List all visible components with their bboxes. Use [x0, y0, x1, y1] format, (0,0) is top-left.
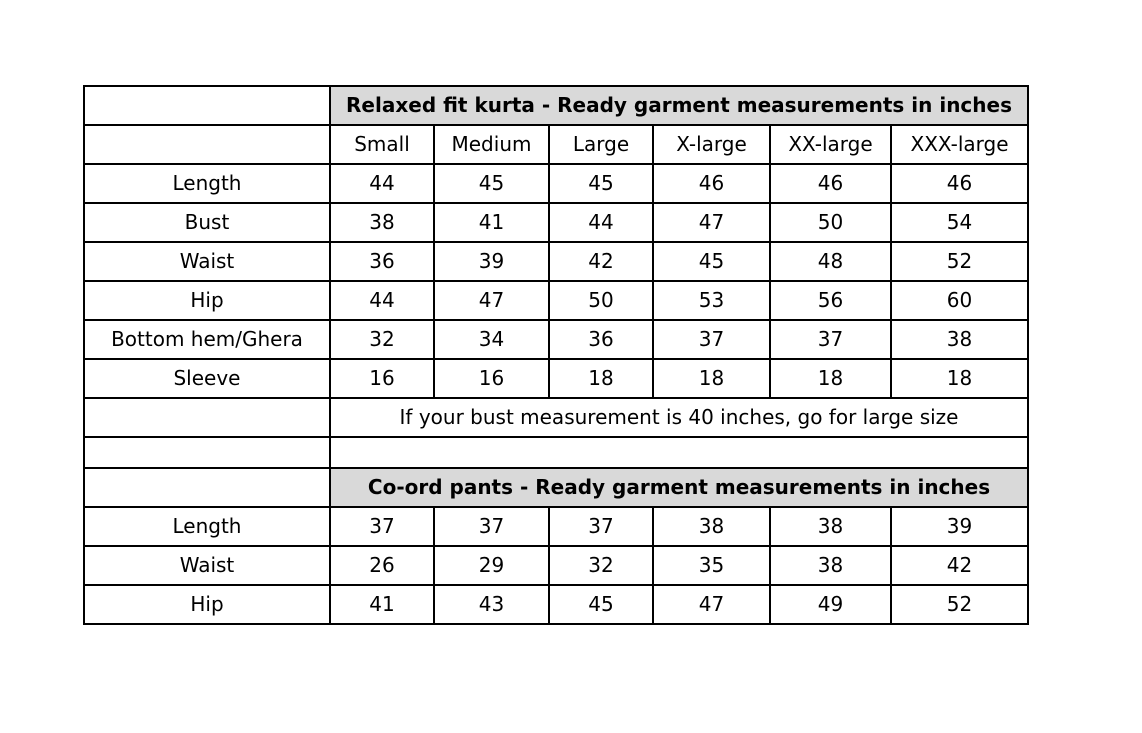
empty-pants-corner-cell [84, 468, 330, 507]
kurta-note-row [84, 398, 1028, 437]
kurta-section-title: Relaxed fit kurta - Ready garment measurements in inches [330, 86, 1028, 125]
cell-value: 35 [653, 546, 770, 585]
size-header-medium: Medium [434, 125, 549, 164]
cell-value: 53 [653, 281, 770, 320]
cell-value: 18 [653, 359, 770, 398]
cell-value: 47 [434, 281, 549, 320]
cell-value: 48 [770, 242, 891, 281]
cell-value: 38 [891, 320, 1028, 359]
table-row [84, 507, 1028, 546]
table-row [84, 546, 1028, 585]
bust-size-note: If your bust measurement is 40 inches, go for large size [330, 398, 1028, 437]
empty-corner-cell [84, 86, 330, 125]
cell-value: 38 [330, 203, 434, 242]
row-label-bottom-hem-ghera: Bottom hem/Ghera [84, 320, 330, 359]
cell-value: 16 [330, 359, 434, 398]
size-header-xx-large: XX-large [770, 125, 891, 164]
cell-value: 37 [330, 507, 434, 546]
cell-value: 45 [549, 164, 653, 203]
table-row [84, 359, 1028, 398]
cell-value: 46 [770, 164, 891, 203]
cell-value: 45 [653, 242, 770, 281]
row-label-pants-hip: Hip [84, 585, 330, 624]
cell-value: 52 [891, 242, 1028, 281]
row-label-sleeve: Sleeve [84, 359, 330, 398]
cell-value: 26 [330, 546, 434, 585]
table-row [84, 585, 1028, 624]
cell-value: 38 [653, 507, 770, 546]
cell-value: 44 [330, 164, 434, 203]
cell-value: 56 [770, 281, 891, 320]
cell-value: 45 [549, 585, 653, 624]
pants-section-title: Co-ord pants - Ready garment measurements in inches [330, 468, 1028, 507]
size-header-large: Large [549, 125, 653, 164]
size-header-x-large: X-large [653, 125, 770, 164]
table-row [84, 320, 1028, 359]
cell-value: 37 [770, 320, 891, 359]
cell-value: 37 [653, 320, 770, 359]
size-chart-sheet [83, 85, 1023, 625]
row-label-pants-length: Length [84, 507, 330, 546]
cell-value: 38 [770, 546, 891, 585]
cell-value: 49 [770, 585, 891, 624]
row-label-length: Length [84, 164, 330, 203]
table-row [84, 281, 1028, 320]
cell-value: 50 [770, 203, 891, 242]
cell-value: 47 [653, 585, 770, 624]
pants-title-row [84, 468, 1028, 507]
row-label-waist: Waist [84, 242, 330, 281]
kurta-header-row [84, 125, 1028, 164]
cell-value: 44 [549, 203, 653, 242]
table-row [84, 242, 1028, 281]
cell-value: 39 [434, 242, 549, 281]
row-label-pants-waist: Waist [84, 546, 330, 585]
kurta-title-row [84, 86, 1028, 125]
table-row [84, 164, 1028, 203]
cell-value: 39 [891, 507, 1028, 546]
cell-value: 29 [434, 546, 549, 585]
cell-value: 36 [330, 242, 434, 281]
empty-note-label-cell [84, 398, 330, 437]
empty-spacer-label-cell [84, 437, 330, 468]
empty-header-label-cell [84, 125, 330, 164]
cell-value: 18 [891, 359, 1028, 398]
cell-value: 50 [549, 281, 653, 320]
cell-value: 54 [891, 203, 1028, 242]
size-chart-table [83, 85, 1029, 625]
cell-value: 32 [549, 546, 653, 585]
cell-value: 41 [330, 585, 434, 624]
cell-value: 42 [549, 242, 653, 281]
cell-value: 18 [549, 359, 653, 398]
cell-value: 45 [434, 164, 549, 203]
cell-value: 42 [891, 546, 1028, 585]
row-label-hip: Hip [84, 281, 330, 320]
cell-value: 41 [434, 203, 549, 242]
cell-value: 34 [434, 320, 549, 359]
cell-value: 37 [549, 507, 653, 546]
cell-value: 43 [434, 585, 549, 624]
table-row [84, 203, 1028, 242]
cell-value: 16 [434, 359, 549, 398]
size-header-small: Small [330, 125, 434, 164]
cell-value: 52 [891, 585, 1028, 624]
cell-value: 32 [330, 320, 434, 359]
cell-value: 47 [653, 203, 770, 242]
cell-value: 37 [434, 507, 549, 546]
cell-value: 46 [891, 164, 1028, 203]
cell-value: 18 [770, 359, 891, 398]
row-label-bust: Bust [84, 203, 330, 242]
cell-value: 38 [770, 507, 891, 546]
cell-value: 44 [330, 281, 434, 320]
spacer-row [84, 437, 1028, 468]
size-header-xxx-large: XXX-large [891, 125, 1028, 164]
empty-spacer-cell [330, 437, 1028, 468]
cell-value: 46 [653, 164, 770, 203]
cell-value: 36 [549, 320, 653, 359]
cell-value: 60 [891, 281, 1028, 320]
